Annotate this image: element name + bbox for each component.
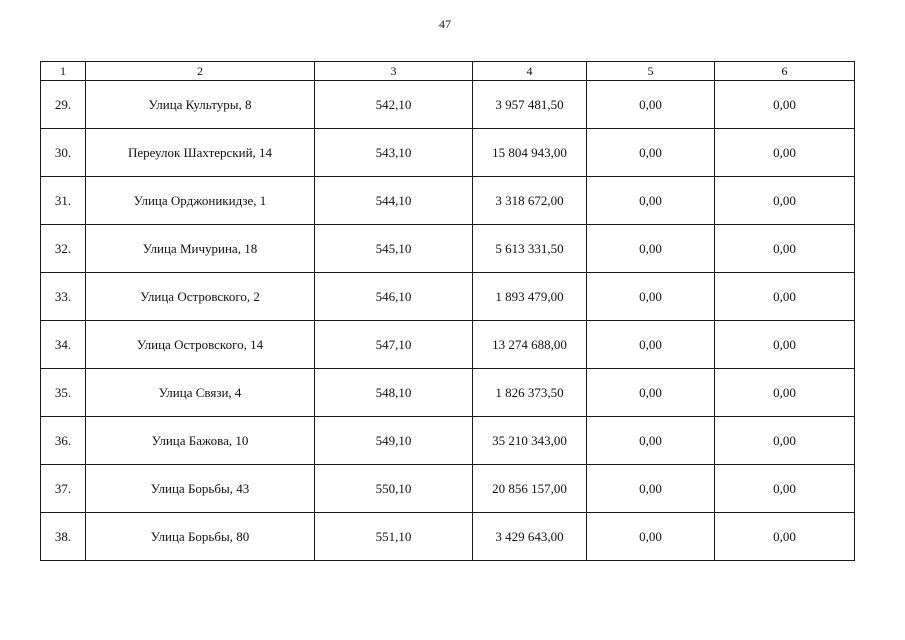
cost-cell: 3 318 672,00 [473, 177, 587, 225]
cost-cell: 1 893 479,00 [473, 273, 587, 321]
property-table [40, 61, 855, 561]
row-number: 35. [41, 369, 86, 417]
area-cell: 549,10 [315, 417, 473, 465]
table-row [41, 369, 855, 417]
cost-cell: 3 957 481,50 [473, 81, 587, 129]
area-cell: 547,10 [315, 321, 473, 369]
value-5-cell: 0,00 [587, 273, 715, 321]
table-row [41, 273, 855, 321]
value-5-cell: 0,00 [587, 369, 715, 417]
address-cell: Улица Орджоникидзе, 1 [86, 177, 315, 225]
column-header-4: 4 [473, 62, 587, 81]
table-row [41, 177, 855, 225]
column-header-3: 3 [315, 62, 473, 81]
address-cell: Улица Борьбы, 43 [86, 465, 315, 513]
value-6-cell: 0,00 [715, 129, 855, 177]
value-6-cell: 0,00 [715, 177, 855, 225]
value-6-cell: 0,00 [715, 225, 855, 273]
value-5-cell: 0,00 [587, 513, 715, 561]
row-number: 33. [41, 273, 86, 321]
cost-cell: 1 826 373,50 [473, 369, 587, 417]
cost-cell: 15 804 943,00 [473, 129, 587, 177]
row-number: 32. [41, 225, 86, 273]
value-6-cell: 0,00 [715, 513, 855, 561]
cost-cell: 5 613 331,50 [473, 225, 587, 273]
value-5-cell: 0,00 [587, 417, 715, 465]
cost-cell: 35 210 343,00 [473, 417, 587, 465]
row-number: 36. [41, 417, 86, 465]
area-cell: 546,10 [315, 273, 473, 321]
cost-cell: 20 856 157,00 [473, 465, 587, 513]
value-5-cell: 0,00 [587, 321, 715, 369]
table-row [41, 513, 855, 561]
table-row [41, 225, 855, 273]
table-row [41, 465, 855, 513]
value-5-cell: 0,00 [587, 129, 715, 177]
value-6-cell: 0,00 [715, 273, 855, 321]
column-header-1: 1 [41, 62, 86, 81]
row-number: 31. [41, 177, 86, 225]
address-cell: Улица Бажова, 10 [86, 417, 315, 465]
area-cell: 545,10 [315, 225, 473, 273]
address-cell: Улица Культуры, 8 [86, 81, 315, 129]
cost-cell: 3 429 643,00 [473, 513, 587, 561]
row-number: 37. [41, 465, 86, 513]
column-header-2: 2 [86, 62, 315, 81]
cost-cell: 13 274 688,00 [473, 321, 587, 369]
area-cell: 550,10 [315, 465, 473, 513]
row-number: 34. [41, 321, 86, 369]
address-cell: Улица Островского, 14 [86, 321, 315, 369]
page-number: 47 [439, 17, 451, 31]
area-cell: 548,10 [315, 369, 473, 417]
column-header-5: 5 [587, 62, 715, 81]
value-6-cell: 0,00 [715, 81, 855, 129]
row-number: 30. [41, 129, 86, 177]
area-cell: 551,10 [315, 513, 473, 561]
address-cell: Улица Островского, 2 [86, 273, 315, 321]
address-cell: Улица Мичурина, 18 [86, 225, 315, 273]
value-5-cell: 0,00 [587, 225, 715, 273]
column-header-6: 6 [715, 62, 855, 81]
area-cell: 544,10 [315, 177, 473, 225]
row-number: 38. [41, 513, 86, 561]
table-row [41, 417, 855, 465]
address-cell: Переулок Шахтерский, 14 [86, 129, 315, 177]
value-6-cell: 0,00 [715, 369, 855, 417]
area-cell: 543,10 [315, 129, 473, 177]
address-cell: Улица Связи, 4 [86, 369, 315, 417]
table-row [41, 129, 855, 177]
table-row [41, 81, 855, 129]
area-cell: 542,10 [315, 81, 473, 129]
row-number: 29. [41, 81, 86, 129]
value-5-cell: 0,00 [587, 81, 715, 129]
value-5-cell: 0,00 [587, 177, 715, 225]
value-5-cell: 0,00 [587, 465, 715, 513]
table-row [41, 321, 855, 369]
address-cell: Улица Борьбы, 80 [86, 513, 315, 561]
value-6-cell: 0,00 [715, 465, 855, 513]
table-header-row [41, 62, 855, 81]
value-6-cell: 0,00 [715, 321, 855, 369]
value-6-cell: 0,00 [715, 417, 855, 465]
